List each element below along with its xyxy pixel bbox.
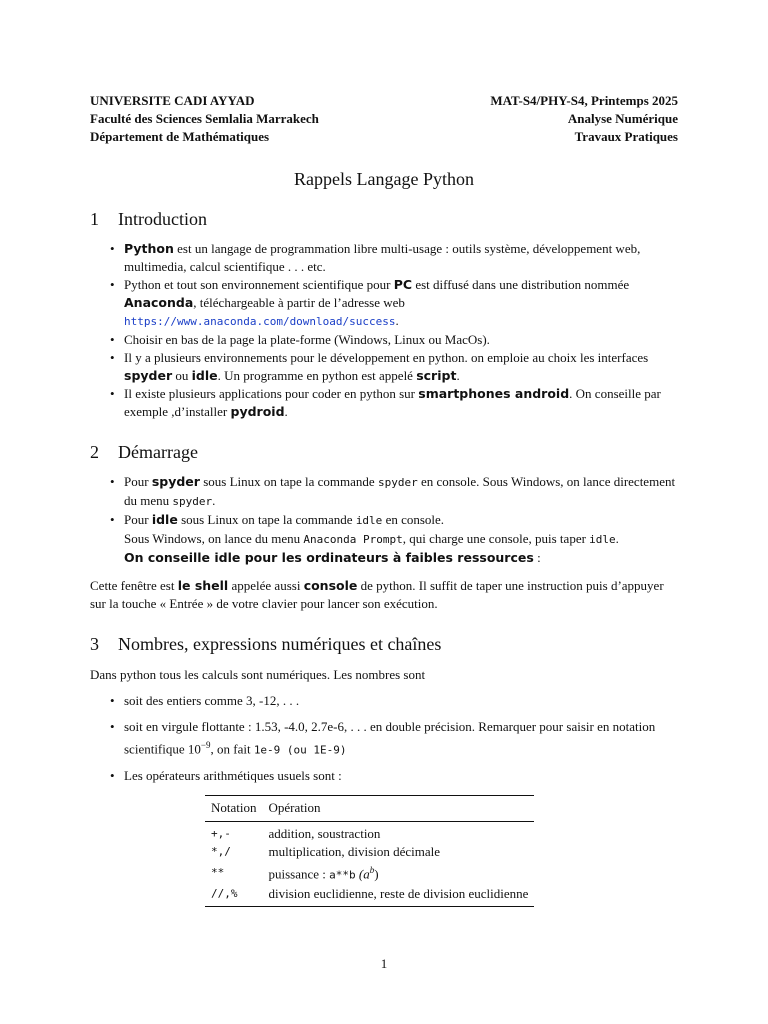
notation-cell: +,- (211, 827, 231, 841)
list-item (90, 385, 678, 421)
math-exponent: b (369, 865, 375, 876)
numbers-list (90, 692, 678, 785)
bold-recommendation: On conseille idle pour les ordinateurs à faibles ressources (124, 550, 534, 565)
header-left (90, 92, 319, 146)
text: est un langage de programmation libre multi-usage : outils système, développement web, multimedia, calcul scientifique . . . etc. (124, 241, 641, 274)
code: idle (589, 533, 616, 546)
notation-cell: //,% (211, 886, 238, 900)
text: : (533, 550, 541, 565)
list-item (90, 692, 678, 710)
text: . (456, 368, 460, 383)
bold-term: spyder (151, 474, 200, 489)
section-heading (90, 443, 678, 461)
text: Choisir en bas de la page la plate-forme (Windows, Linux ou MacOs). (124, 332, 490, 347)
text: sous Linux on tape la commande (177, 512, 356, 527)
section-number: 3 (90, 634, 99, 654)
notation-cell: *,/ (211, 845, 231, 859)
course-code: MAT-S4/PHY-S4, Printemps 2025 (490, 93, 678, 108)
text: . Un programme en python est appelé (217, 368, 417, 383)
section-number: 2 (90, 442, 99, 462)
table-row (205, 861, 534, 884)
text: sous Linux on tape la commande (199, 474, 378, 489)
text: en console. Sous Windows, on lance directement du menu (124, 474, 676, 508)
list-item (90, 767, 678, 785)
code: Anaconda Prompt (303, 533, 403, 546)
bold-term: spyder (124, 368, 173, 383)
code: spyder (172, 495, 213, 508)
text: Cette fenêtre est (90, 578, 178, 593)
bold-term: Anaconda (124, 295, 194, 310)
operation-cell: division euclidienne, reste de division euclidienne (268, 885, 529, 901)
list-item (90, 473, 678, 511)
text: Pour (124, 474, 152, 489)
text: appelée aussi (228, 578, 304, 593)
list-item (90, 331, 678, 349)
university-name: UNIVERSITE CADI AYYAD (90, 93, 255, 108)
text: de python. Il suffit de taper une instruction puis d’appuyer sur la touche « Entrée » de votre clavier pour lancer son exécution. (90, 578, 664, 611)
math: (a (355, 866, 370, 882)
section-heading (90, 210, 678, 228)
shell-paragraph (90, 577, 678, 613)
course-type: Travaux Pratiques (574, 129, 678, 144)
section-title: Introduction (118, 209, 207, 229)
section-title: Démarrage (118, 442, 198, 462)
bold-term: Python (124, 241, 174, 256)
code: a**b (329, 868, 356, 882)
document-page (90, 92, 678, 907)
bold-term: smartphones android (418, 386, 570, 401)
text: Python et tout son environnement scientifique pour (124, 277, 394, 292)
list-item (90, 276, 678, 331)
section-number: 1 (90, 209, 99, 229)
text: , on fait (210, 741, 254, 757)
code: idle (355, 514, 383, 527)
code: spyder (377, 476, 418, 489)
header (90, 92, 678, 146)
text: Il y a plusieurs environnements pour le développement en python. on emploie au choix les interfaces (124, 350, 649, 365)
start-list (90, 473, 678, 567)
header-right (490, 92, 678, 146)
operation-cell: addition, soustraction (268, 826, 381, 842)
text: est diffusé dans une distribution nommée (412, 277, 630, 292)
operators-table (205, 795, 534, 906)
text: en console. (382, 512, 445, 527)
text: soit des entiers comme 3, -12, . . . (124, 693, 300, 708)
numbers-intro: Dans python tous les calculs sont numériques. Les nombres sont (90, 667, 426, 682)
list-item (90, 240, 678, 276)
intro-list (90, 240, 678, 421)
text: . On conseille par exemple ,d’installer (124, 386, 661, 419)
faculty-name: Faculté des Sciences Semlalia Marrakech (90, 111, 319, 126)
code: 1e-9 (ou 1E-9) (253, 743, 347, 757)
document-title: Rappels Langage Python (294, 169, 474, 189)
bold-term: idle (151, 512, 178, 527)
exponent: −9 (200, 740, 211, 750)
text: . (212, 493, 216, 508)
page-number: 1 (380, 956, 388, 971)
text: Pour (124, 512, 152, 527)
operation-cell: multiplication, division décimale (268, 844, 440, 860)
bold-term: console (303, 578, 358, 593)
bold-term: PC (393, 277, 413, 292)
department-name: Département de Mathématiques (90, 129, 270, 144)
notation-cell: ** (211, 865, 225, 879)
list-item (90, 511, 678, 567)
text: puissance : (268, 866, 330, 882)
text: Il existe plusieurs applications pour coder en python sur (124, 386, 419, 401)
list-item (90, 349, 678, 385)
bold-term: le shell (177, 578, 229, 593)
anaconda-link[interactable]: https://www.anaconda.com/download/success (124, 315, 396, 328)
bold-term: pydroid (230, 404, 285, 419)
table-header-row (205, 796, 534, 822)
text: , téléchargeable à partir de l’adresse web (193, 295, 405, 310)
operation-cell (263, 861, 535, 884)
text: . (284, 404, 288, 419)
bold-term: idle (191, 368, 218, 383)
math: ) (374, 866, 379, 882)
text: , qui charge une console, puis taper (402, 531, 590, 546)
table-row (205, 885, 534, 907)
section-title: Nombres, expressions numériques et chaînes (118, 634, 442, 654)
text: Sous Windows, on lance du menu (124, 531, 304, 546)
table-row (205, 843, 534, 861)
text: soit en virgule flottante : 1.53, -4.0, 2.7e-6, . . . en double précision. Remarquer pour saisir en notation scientifique 10 (124, 719, 656, 757)
column-header: Opération (268, 800, 321, 816)
text: Les opérateurs arithmétiques usuels sont : (124, 768, 342, 784)
bold-term: script (416, 368, 457, 383)
section-heading (90, 635, 678, 653)
text: . (395, 313, 399, 328)
text: ou (172, 368, 192, 383)
course-name: Analyse Numérique (567, 111, 678, 126)
text: . (615, 531, 619, 546)
list-item (90, 718, 678, 759)
table-row (205, 822, 534, 844)
column-header: Notation (211, 800, 257, 816)
